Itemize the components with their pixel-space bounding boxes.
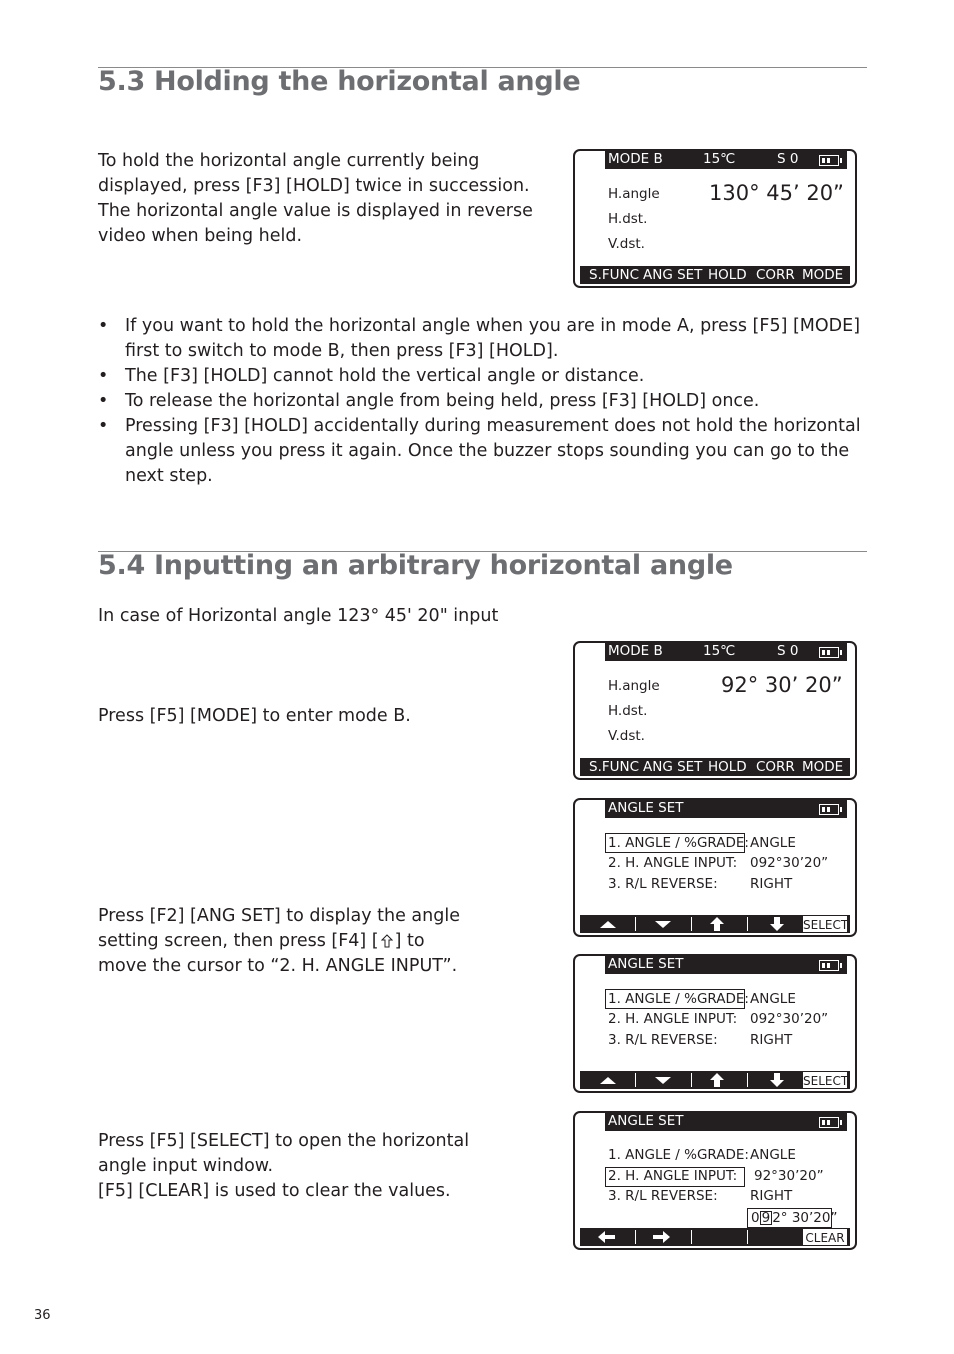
arrow-down-icon — [770, 917, 784, 931]
softkey-bar — [580, 1228, 850, 1246]
row-angle-grade-label: 1. ANGLE / %GRADE: — [608, 1147, 749, 1163]
step-select: Press [F5] [SELECT] to open the horizontal angle input window. [F5] [CLEAR] is used to clear the values. — [98, 1131, 470, 1201]
row-angle-grade-label: 1. ANGLE / %GRADE: — [608, 991, 749, 1007]
row-angle-grade-value: ANGLE — [750, 991, 796, 1007]
angle-set-title: ANGLE SET — [608, 956, 684, 972]
list-item: • To release the horizontal angle from being held, press [F3] [HOLD] once. — [98, 391, 760, 411]
func-mode: MODE — [802, 267, 844, 283]
list-item: • If you want to hold the horizontal angle when you are in mode A, press [F5] [MODE] first to switch to mode B, then press [F3] [HOLD]. — [98, 316, 861, 361]
arrow-up-outline-icon — [381, 934, 393, 948]
h-angle-value: 130° 45’ 20” — [709, 181, 844, 205]
mode-label: MODE B — [608, 643, 663, 659]
v-dst-label: V.dst. — [608, 728, 645, 744]
lcd-status-bar — [605, 643, 847, 661]
input-cursor: 9 — [761, 1210, 771, 1226]
select-softkey: SELECT — [802, 1071, 848, 1089]
page-number: 36 — [34, 1308, 51, 1323]
triangle-up-icon — [600, 918, 616, 930]
func-corr: CORR — [756, 267, 795, 283]
softkey-bar — [580, 915, 850, 933]
battery-icon — [819, 155, 839, 166]
func-mode: MODE — [802, 759, 844, 775]
h-angle-label: H.angle — [608, 678, 660, 694]
step-enter-mode-b: Press [F5] [MODE] to enter mode B. — [98, 706, 411, 726]
battery-icon — [819, 804, 839, 815]
func-angset: ANG SET — [643, 267, 703, 283]
lcd-hold-screen — [573, 149, 857, 288]
h-dst-label: H.dst. — [608, 703, 648, 719]
s-label: S 0 — [777, 151, 799, 167]
list-item: • The [F3] [HOLD] cannot hold the vertical angle or distance. — [98, 366, 645, 386]
battery-icon — [819, 647, 839, 658]
temperature-label: 15℃ — [703, 151, 736, 167]
lcd-title-bar — [605, 1113, 847, 1131]
hold-notes-list — [98, 314, 868, 489]
select-softkey: SELECT — [802, 915, 848, 933]
row-rl-reverse-label: 3. R/L REVERSE: — [608, 1188, 718, 1204]
triangle-down-icon — [655, 1074, 671, 1086]
function-bar — [580, 758, 850, 776]
angle-set-title: ANGLE SET — [608, 800, 684, 816]
lcd-mode-b-screen — [573, 641, 857, 780]
arrow-up-icon — [710, 1073, 724, 1087]
mode-label: MODE B — [608, 151, 663, 167]
row-rl-reverse-value: RIGHT — [750, 1188, 793, 1204]
softkey-bar — [580, 1071, 850, 1089]
row-angle-grade-value: ANGLE — [750, 835, 796, 851]
lcd-status-bar — [605, 151, 847, 169]
lcd-angle-set-screen-1 — [573, 798, 857, 937]
angle-input-intro: In case of Horizontal angle 123° 45' 20" input — [98, 606, 499, 626]
s-label: S 0 — [777, 643, 799, 659]
clear-softkey: CLEAR — [802, 1228, 848, 1246]
row-h-angle-input-value: 092°30’20” — [750, 855, 829, 871]
row-rl-reverse-label: 3. R/L REVERSE: — [608, 1032, 718, 1048]
row-angle-grade-value: ANGLE — [750, 1147, 796, 1163]
func-hold: HOLD — [708, 267, 747, 283]
angle-set-title: ANGLE SET — [608, 1113, 684, 1129]
function-bar — [580, 266, 850, 284]
row-angle-grade-label: 1. ANGLE / %GRADE: — [608, 835, 749, 851]
step-ang-set: Press [F2] [ANG SET] to display the angle setting screen, then press [F4] [ ] to move the cursor to “2. H. ANGLE INPUT”. — [98, 906, 460, 976]
lcd-angle-set-screen-2 — [573, 954, 857, 1093]
h-angle-label: H.angle — [608, 186, 660, 202]
battery-icon — [819, 1117, 839, 1128]
lcd-title-bar — [605, 800, 847, 818]
arrow-right-icon — [652, 1231, 670, 1243]
func-hold: HOLD — [708, 759, 747, 775]
row-h-angle-input-label: 2. H. ANGLE INPUT: — [608, 1011, 738, 1027]
list-item: • Pressing [F3] [HOLD] accidentally during measurement does not hold the horizontal angle unless you press it again. Once the buzzer stops sounding you can go to the next step. — [98, 416, 861, 486]
angle-input-field[interactable]: 0 9 2° 30’20” — [747, 1208, 832, 1228]
row-rl-reverse-value: RIGHT — [750, 876, 793, 892]
func-angset: ANG SET — [643, 759, 703, 775]
func-corr: CORR — [756, 759, 795, 775]
hold-intro-text: To hold the horizontal angle currently being displayed, press [F3] [HOLD] twice in succession. The horizontal angle value is displayed in reverse video when being held. — [98, 151, 533, 246]
row-h-angle-input-label: 2. H. ANGLE INPUT: — [608, 1168, 738, 1184]
row-h-angle-input-value: 092°30’20” — [750, 1011, 829, 1027]
section-title-5-3: 5.3 Holding the horizontal angle — [98, 66, 581, 97]
arrow-down-icon — [770, 1073, 784, 1087]
triangle-down-icon — [655, 918, 671, 930]
section-title-5-4: 5.4 Inputting an arbitrary horizontal angle — [98, 550, 733, 581]
func-sfunc: S.FUNC — [589, 759, 640, 775]
v-dst-label: V.dst. — [608, 236, 645, 252]
lcd-title-bar — [605, 956, 847, 974]
row-h-angle-input-value: 92°30’20” — [754, 1168, 824, 1184]
temperature-label: 15℃ — [703, 643, 736, 659]
row-rl-reverse-label: 3. R/L REVERSE: — [608, 876, 718, 892]
func-sfunc: S.FUNC — [589, 267, 640, 283]
arrow-up-icon — [710, 917, 724, 931]
lcd-angle-input-screen — [573, 1111, 857, 1250]
row-rl-reverse-value: RIGHT — [750, 1032, 793, 1048]
triangle-up-icon — [600, 1074, 616, 1086]
h-angle-value: 92° 30’ 20” — [721, 673, 843, 697]
row-h-angle-input-label: 2. H. ANGLE INPUT: — [608, 855, 738, 871]
h-dst-label: H.dst. — [608, 211, 648, 227]
battery-icon — [819, 960, 839, 971]
arrow-left-icon — [598, 1231, 616, 1243]
